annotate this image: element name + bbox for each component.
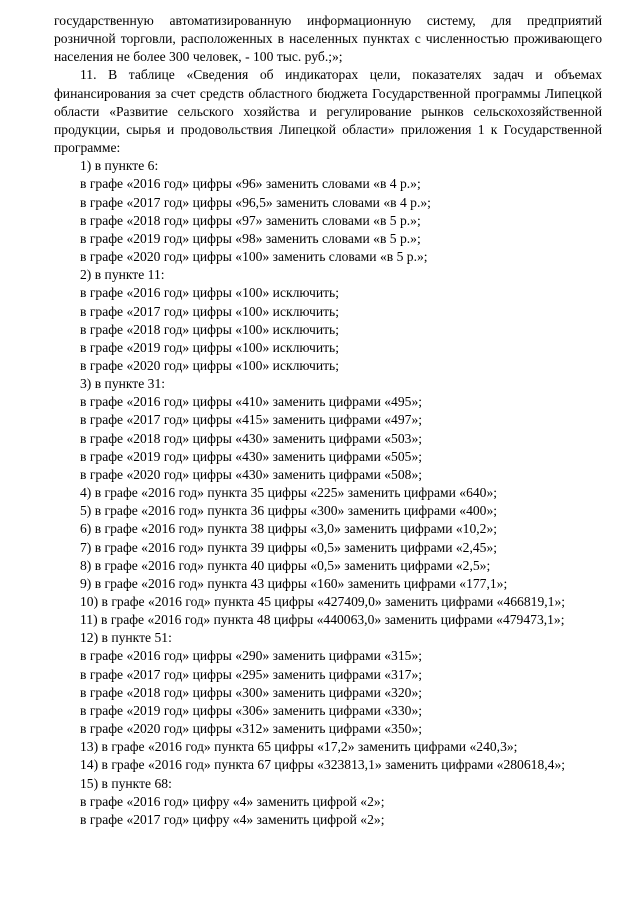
list-item: 12) в пункте 51:: [80, 630, 172, 646]
list-item: в графе «2018 год» цифры «430» заменить цифрами «503»;: [80, 430, 423, 446]
intro-paragraph: государственную автоматизированную информационную систему, для предприятий розничной торговли, расположенных в населенных пунктах с численностью проживающего населения не более 300 человек, - 100 тыс. руб.;»;: [54, 13, 602, 65]
list-item: 13) в графе «2016 год» пункта 65 цифры «17,2» заменить цифрами «240,3»;: [80, 739, 518, 755]
list-item: 5) в графе «2016 год» пункта 36 цифры «300» заменить цифрами «400»;: [80, 503, 498, 519]
list-item: в графе «2020 год» цифры «100» заменить словами «в 5 р.»;: [80, 249, 428, 265]
item-list-c: [54, 775, 602, 829]
list-item: 2) в пункте 11:: [80, 267, 165, 283]
list-item: 6) в графе «2016 год» пункта 38 цифры «3,0» заменить цифрами «10,2»;: [80, 521, 498, 537]
item-list-a: [54, 157, 602, 593]
list-item: в графе «2016 год» цифру «4» заменить цифрой «2»;: [80, 793, 385, 809]
list-item: в графе «2020 год» цифры «430» заменить цифрами «508»;: [80, 466, 423, 482]
list-item: в графе «2016 год» цифры «410» заменить цифрами «495»;: [80, 394, 423, 410]
list-item: 3) в пункте 31:: [80, 376, 166, 392]
list-item: в графе «2018 год» цифры «100» исключить;: [80, 321, 340, 337]
list-item: в графе «2017 год» цифры «295» заменить цифрами «317»;: [80, 666, 423, 682]
item-14-paragraph: 14) в графе «2016 год» пункта 67 цифры «323813,1» заменить цифрами «280618,4»;: [80, 757, 566, 773]
list-item: в графе «2016 год» цифры «290» заменить цифрами «315»;: [80, 648, 423, 664]
list-item: в графе «2019 год» цифры «98» заменить словами «в 5 р.»;: [80, 230, 421, 246]
list-item: 8) в графе «2016 год» пункта 40 цифры «0,5» заменить цифрами «2,5»;: [80, 557, 491, 573]
item-11-paragraph: 11) в графе «2016 год» пункта 48 цифры «440063,0» заменить цифрами «479473,1»;: [80, 612, 565, 628]
list-item: 9) в графе «2016 год» пункта 43 цифры «160» заменить цифрами «177,1»;: [80, 575, 508, 591]
list-item: в графе «2016 год» цифры «96» заменить словами «в 4 р.»;: [80, 176, 421, 192]
list-item: в графе «2019 год» цифры «430» заменить цифрами «505»;: [80, 448, 423, 464]
item-10-paragraph: 10) в графе «2016 год» пункта 45 цифры «427409,0» заменить цифрами «466819,1»;: [80, 594, 566, 609]
list-item: в графе «2018 год» цифры «300» заменить цифрами «320»;: [80, 684, 423, 700]
list-item: в графе «2017 год» цифру «4» заменить цифрой «2»;: [80, 811, 385, 827]
list-item: в графе «2017 год» цифры «96,5» заменить словами «в 4 р.»;: [80, 194, 431, 210]
list-item: 4) в графе «2016 год» пункта 35 цифры «225» заменить цифрами «640»;: [80, 485, 498, 501]
section-11-paragraph: 11. В таблице «Сведения об индикаторах цели, показателях задач и объемах финансирования за счет средств областного бюджета Государственной программы Липецкой области «Развитие сельского хозяйства и регулирование рынков сельскохозяйственной продукции, сырья и продовольствия Липецкой области» приложения 1 к Государственной программе:: [54, 67, 602, 156]
item-list-b: [54, 629, 602, 756]
list-item: в графе «2018 год» цифры «97» заменить словами «в 5 р.»;: [80, 212, 421, 228]
list-item: в графе «2020 год» цифры «100» исключить;: [80, 357, 340, 373]
list-item: в графе «2017 год» цифры «415» заменить цифрами «497»;: [80, 412, 423, 428]
list-item: в графе «2016 год» цифры «100» исключить;: [80, 285, 340, 301]
list-item: 15) в пункте 68:: [80, 775, 172, 791]
list-item: в графе «2019 год» цифры «100» исключить;: [80, 339, 340, 355]
list-item: в графе «2019 год» цифры «306» заменить цифрами «330»;: [80, 702, 423, 718]
list-item: 1) в пункте 6:: [80, 158, 159, 174]
list-item: в графе «2020 год» цифры «312» заменить цифрами «350»;: [80, 721, 423, 737]
list-item: 7) в графе «2016 год» пункта 39 цифры «0,5» заменить цифрами «2,45»;: [80, 539, 498, 555]
list-item: в графе «2017 год» цифры «100» исключить;: [80, 303, 340, 319]
